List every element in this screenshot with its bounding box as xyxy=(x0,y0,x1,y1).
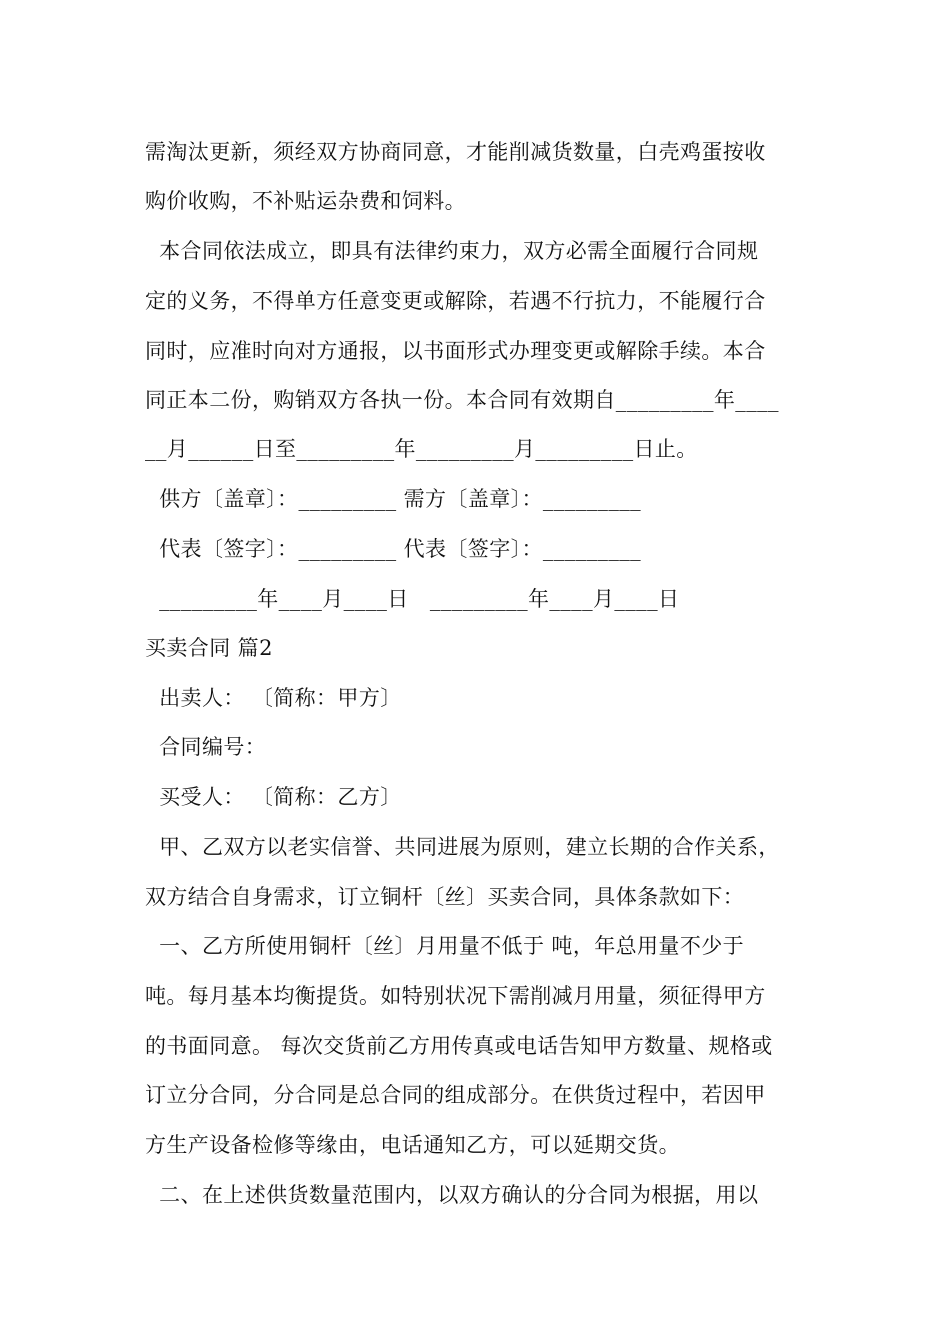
text-line: 的书面同意。 每次交货前乙方用传真或电话告知甲方数量、规格或 xyxy=(145,1034,773,1058)
text-line: 双方结合自身需求，订立铜杆〔丝〕买卖合同，具体条款如下： xyxy=(145,885,745,909)
text-line: 订立分合同，分合同是总合同的组成部分。在供货过程中，若因甲 xyxy=(145,1083,766,1107)
date-line: _________年____月____日 _________年____月____日 xyxy=(145,587,680,611)
text-line: 二、在上述供货数量范围内，以双方确认的分合同为根据，用以 xyxy=(145,1183,759,1207)
text-line: 同时，应准时向对方通报，以书面形式办理变更或解除手续。本合 xyxy=(145,339,766,363)
section-heading: 买卖合同 篇2 xyxy=(145,636,273,660)
text-line: 出卖人： 〔简称：甲方〕 xyxy=(145,686,402,710)
text-line: 需淘汰更新，须经双方协商同意，才能削减货数量，白壳鸡蛋按收 xyxy=(145,140,766,164)
text-line: 本合同依法成立，即具有法律约束力，双方必需全面履行合同规 xyxy=(145,239,759,263)
text-line: 方生产设备检修等缘由，电话通知乙方，可以延期交货。 xyxy=(145,1133,680,1157)
signature-line: 供方〔盖章〕：_________ 需方〔盖章〕：_________ xyxy=(145,487,642,511)
text-line: 买受人： 〔简称：乙方〕 xyxy=(145,785,402,809)
text-line: __月______日至_________年_________月_________日止。 xyxy=(145,437,698,461)
signature-line: 代表〔签字〕：_________ 代表〔签字〕：_________ xyxy=(145,537,642,561)
text-line: 甲、乙双方以老实信誉、共同进展为原则，建立长期的合作关系， xyxy=(145,835,780,859)
text-line: 一、乙方所使用铜杆〔丝〕月用量不低于 吨，年总用量不少于 xyxy=(145,934,745,958)
text-line: 同正本二份，购销双方各执一份。本合同有效期自_________年____ xyxy=(145,388,779,412)
text-line: 定的义务，不得单方任意变更或解除，若遇不行抗力，不能履行合 xyxy=(145,289,766,313)
text-line: 吨。每月基本均衡提货。如特别状况下需削减月用量，须征得甲方 xyxy=(145,984,766,1008)
text-line: 购价收购，不补贴运杂费和饲料。 xyxy=(145,189,466,213)
text-line: 合同编号： xyxy=(145,735,267,759)
